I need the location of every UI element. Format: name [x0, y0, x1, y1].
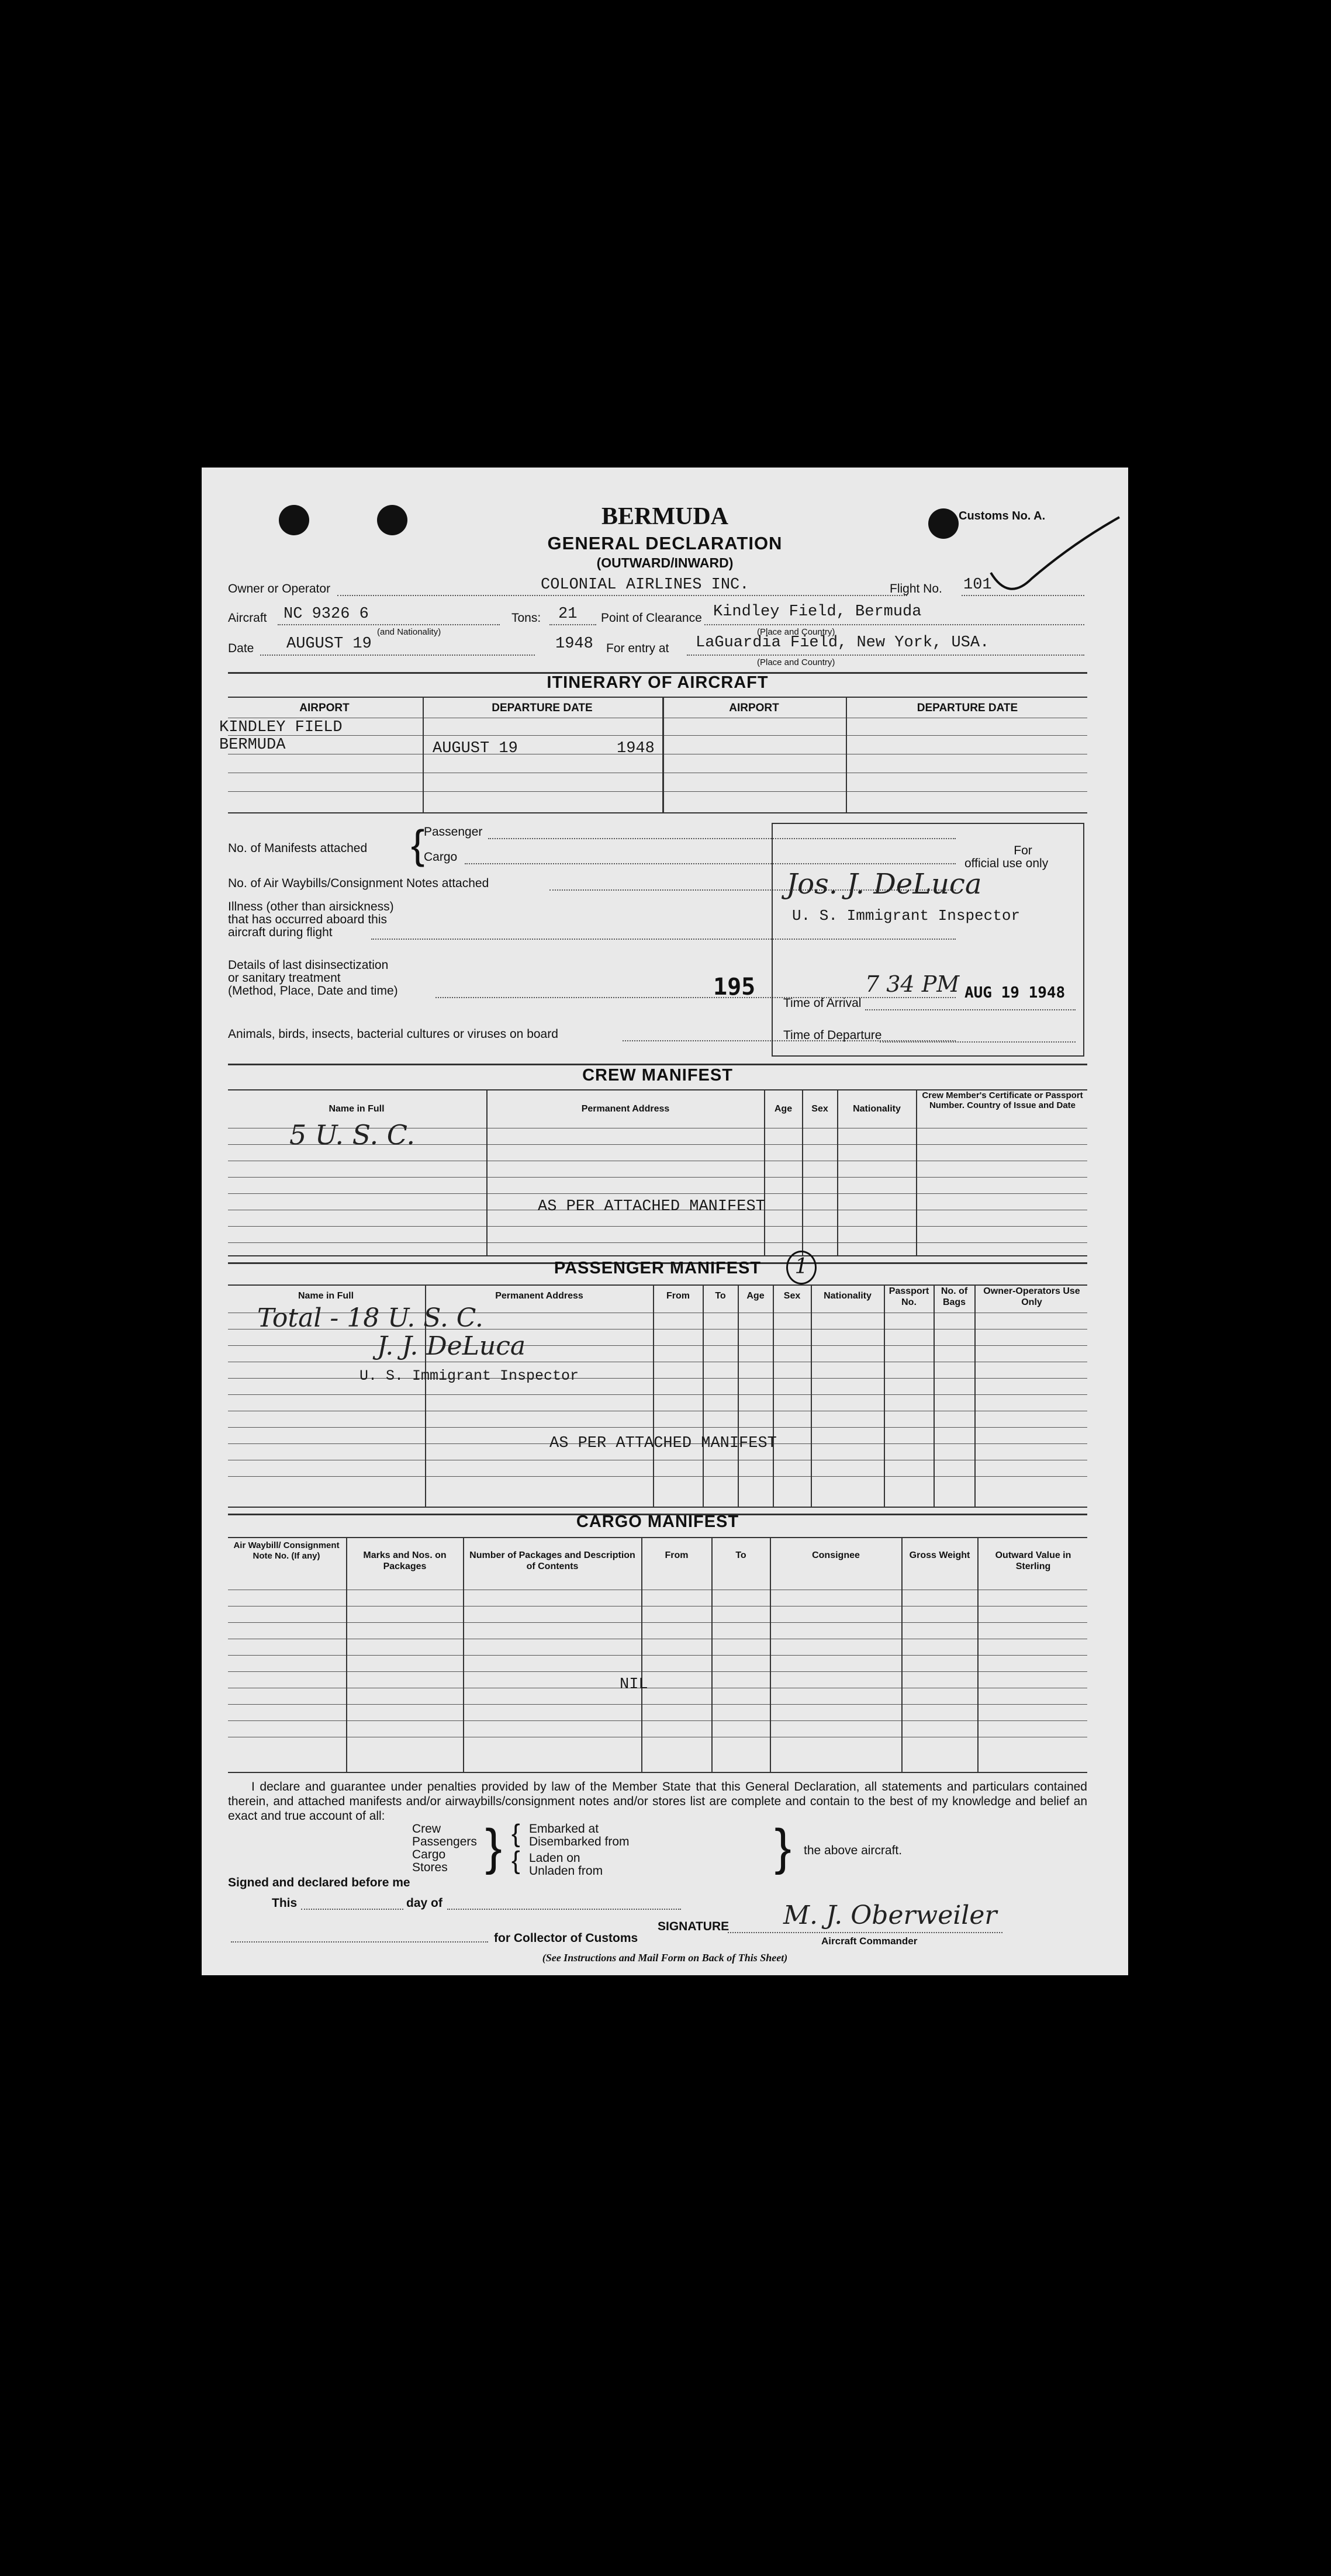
passenger-col-sex: Sex — [783, 1291, 801, 1301]
passenger-title: PASSENGER MANIFEST — [554, 1259, 762, 1277]
brace-icon: } — [485, 1819, 502, 1875]
cargo-col-marks: Marks and Nos. on Packages — [363, 1550, 447, 1571]
brace-icon: { — [511, 1819, 520, 1848]
customs-number-label: Customs No. A. — [959, 510, 1046, 522]
cargo-col-to: To — [735, 1550, 746, 1560]
inspector-title: U. S. Immigrant Inspector — [792, 907, 1021, 925]
declaration-text: I declare and guarantee under penalties provided by law of the Member State that this General Declaration, all statements and particulars contained therein, and attached manifests and/or airwaybills/consignment notes and/or stores list are complete and contain to the best of my knowledge and belief an exact and true account of all: — [228, 1780, 1087, 1823]
this-label: This — [272, 1896, 298, 1910]
itinerary-departure-year: 1948 — [617, 740, 655, 757]
itinerary-title: ITINERARY OF AIRCRAFT — [547, 673, 769, 692]
crew-title: CREW MANIFEST — [582, 1066, 733, 1085]
aircraft-label: Aircraft — [228, 611, 267, 625]
declaration-form — [202, 468, 1128, 1975]
entry-label: For entry at — [606, 642, 669, 655]
crew-col-nationality: Nationality — [853, 1104, 901, 1114]
aircraft-value: NC 9326 6 — [284, 605, 369, 623]
passenger-handwritten-total: Total - 18 U. S. C. — [257, 1303, 483, 1333]
aircraft-note: (and Nationality) — [377, 627, 441, 637]
animals-label: Animals, birds, insects, bacterial cultures or viruses on board — [228, 1027, 558, 1041]
crew-handwritten: 5 U. S. C. — [289, 1119, 415, 1151]
disinsect-line3: (Method, Place, Date and time) — [228, 984, 398, 998]
tons-value: 21 — [558, 605, 578, 623]
cargo-typed-note: NIL — [620, 1676, 648, 1694]
brace-icon: } — [775, 1819, 791, 1875]
passenger-col-to: To — [715, 1291, 726, 1301]
arrival-label: Time of Arrival — [783, 996, 862, 1010]
itinerary-col-departure: DEPARTURE DATE — [492, 702, 593, 714]
flight-label: Flight No. — [890, 582, 942, 595]
itinerary-col-departure-2: DEPARTURE DATE — [917, 702, 1018, 714]
tons-label: Tons: — [511, 611, 541, 625]
declaration-item-crew: Crew — [412, 1822, 441, 1836]
clearance-note: (Place and Country) — [757, 627, 835, 637]
disinsect-line2: or sanitary treatment — [228, 971, 341, 985]
commander-label: Aircraft Commander — [821, 1936, 918, 1947]
passenger-col-name: Name in Full — [298, 1291, 354, 1301]
arrival-time: 7 34 PM — [865, 971, 960, 997]
disinsect-line1: Details of last disinsectization — [228, 958, 389, 972]
stamp-number: 195 — [713, 974, 756, 1000]
official-for-label: For — [1014, 844, 1032, 857]
passenger-col-passport: Passport No. — [889, 1286, 929, 1307]
declaration-item-passengers: Passengers — [412, 1835, 477, 1848]
declaration-action-disembarked: Disembarked from — [529, 1835, 630, 1848]
passenger-col-nationality: Nationality — [824, 1291, 872, 1301]
collector-label: for Collector of Customs — [494, 1931, 638, 1945]
signed-label: Signed and declared before me — [228, 1876, 410, 1889]
cargo-col-packages: Number of Packages and Description of Contents — [469, 1550, 635, 1571]
footer-note: (See Instructions and Mail Form on Back of This Sheet) — [542, 1952, 788, 1964]
passenger-col-address: Permanent Address — [495, 1291, 583, 1301]
commander-signature: M. J. Oberweiler — [783, 1900, 997, 1930]
passenger-inspector-title: U. S. Immigrant Inspector — [359, 1367, 579, 1384]
passenger-col-age: Age — [746, 1291, 765, 1301]
declaration-action-unladen: Unladen from — [529, 1864, 603, 1878]
flight-value: 101 — [963, 576, 992, 594]
form-title: GENERAL DECLARATION — [547, 533, 783, 553]
owner-value: COLONIAL AIRLINES INC. — [541, 576, 749, 594]
illness-line2: that has occurred aboard this — [228, 913, 387, 926]
form-subtitle: (OUTWARD/INWARD) — [596, 555, 734, 570]
passenger-col-bags: No. of Bags — [941, 1286, 968, 1307]
circled-number: 1 — [786, 1251, 817, 1284]
arrival-date: AUG 19 1948 — [964, 984, 1066, 1002]
clearance-value: Kindley Field, Bermuda — [713, 603, 922, 621]
year-value: 1948 — [555, 635, 593, 653]
check-mark-icon — [979, 503, 1125, 596]
declaration-suffix: the above aircraft. — [804, 1844, 903, 1857]
illness-line1: Illness (other than airsickness) — [228, 900, 394, 913]
cargo-col-value: Outward Value in Sterling — [995, 1550, 1071, 1571]
official-use-label: official use only — [964, 857, 1049, 870]
passenger-typed-note: AS PER ATTACHED MANIFEST — [549, 1435, 777, 1452]
itinerary-col-airport-2: AIRPORT — [729, 702, 779, 714]
declaration-item-cargo: Cargo — [412, 1848, 446, 1861]
cargo-col-from: From — [665, 1550, 689, 1560]
entry-value: LaGuardia Field, New York, USA. — [696, 634, 990, 652]
country-title: BERMUDA — [601, 503, 728, 530]
manifests-label: No. of Manifests attached — [228, 842, 368, 855]
signature-label: SIGNATURE — [658, 1920, 730, 1933]
itinerary-airport-line2: BERMUDA — [219, 736, 286, 754]
departure-label: Time of Departure — [783, 1029, 882, 1042]
illness-line3: aircraft during flight — [228, 926, 333, 939]
declaration-item-stores: Stores — [412, 1861, 448, 1874]
passenger-col-owner: Owner-Operators Use Only — [983, 1286, 1080, 1307]
crew-col-sex: Sex — [811, 1104, 828, 1114]
passenger-count-label: Passenger — [424, 825, 483, 839]
cargo-count-label: Cargo — [424, 850, 458, 864]
crew-typed-note: AS PER ATTACHED MANIFEST — [538, 1198, 765, 1216]
crew-col-age: Age — [774, 1104, 793, 1114]
itinerary-col-airport: AIRPORT — [299, 702, 350, 714]
crew-col-name: Name in Full — [329, 1104, 385, 1114]
passenger-inspector-signature: J. J. DeLuca — [377, 1331, 526, 1361]
declaration-action-embarked: Embarked at — [529, 1822, 599, 1836]
itinerary-airport-line1: KINDLEY FIELD — [219, 719, 343, 736]
cargo-col-weight: Gross Weight — [909, 1550, 970, 1560]
entry-note: (Place and Country) — [757, 657, 835, 667]
brace-icon: { — [411, 822, 425, 867]
crew-col-certificate: Crew Member's Certificate or Passport Number. Country of Issue and Date — [922, 1090, 1083, 1110]
declaration-action-laden: Laden on — [529, 1851, 580, 1865]
itinerary-departure-date: AUGUST 19 — [433, 740, 518, 757]
day-of-label: day of — [406, 1896, 442, 1910]
waybills-label: No. of Air Waybills/Consignment Notes attached — [228, 877, 489, 890]
date-label: Date — [228, 642, 254, 655]
brace-icon: { — [511, 1846, 520, 1875]
date-value: AUGUST 19 — [286, 635, 372, 653]
cargo-col-waybill: Air Waybill/ Consignment Note No. (If any) — [233, 1540, 340, 1561]
passenger-col-from: From — [666, 1291, 690, 1301]
clearance-label: Point of Clearance — [601, 611, 702, 625]
owner-label: Owner or Operator — [228, 582, 331, 595]
crew-col-address: Permanent Address — [581, 1104, 670, 1114]
cargo-title: CARGO MANIFEST — [576, 1512, 739, 1531]
inspector-signature: Jos. J. DeLuca — [786, 868, 982, 901]
cargo-col-consignee: Consignee — [812, 1550, 860, 1560]
